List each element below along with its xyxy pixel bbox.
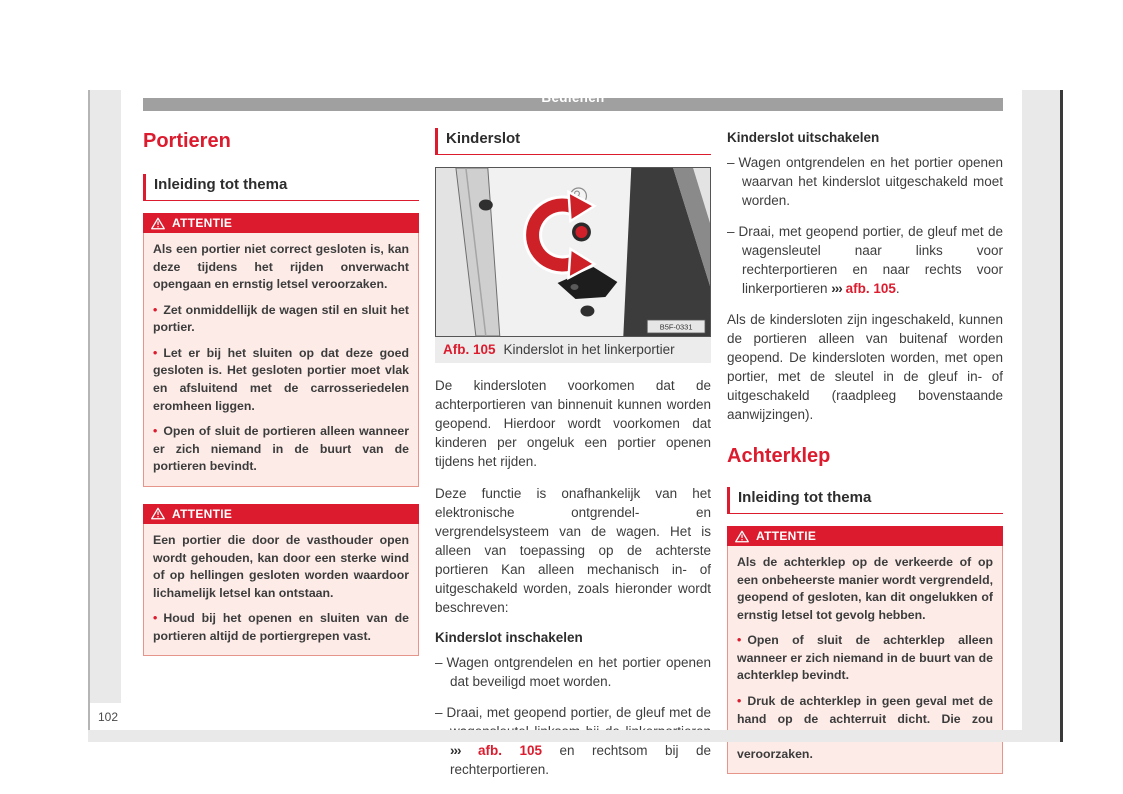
step-text: Draai, met geopend portier, de gleuf met de wagensleutel naar links voor rechterportieren en naar rechts voor linkerportieren	[738, 224, 1003, 296]
subheading-inschakelen: Kinderslot inschakelen	[435, 630, 583, 645]
dash-marker: –	[435, 705, 443, 720]
figure-code: B5F-0331	[659, 322, 693, 332]
page-right-margin	[1022, 90, 1060, 730]
column-kinderslot	[435, 128, 711, 791]
chapter-header-bar	[143, 90, 1003, 111]
column-portieren	[143, 128, 419, 791]
warning-text: Als de achterklep op de verkeerde of op een onbeheerste manier wordt vergrendeld, geopend of gesloten, kan dit ongelukken of ernstig letsel tot gevolg hebben.	[737, 555, 993, 622]
page-title: Portieren	[143, 130, 231, 152]
attention-box-1	[143, 213, 419, 487]
attention-label: ATTENTIE	[172, 506, 233, 521]
step-item	[727, 222, 1003, 298]
bullet-icon: •	[153, 424, 158, 439]
figure-caption-text: Kinderslot in het linkerportier	[503, 342, 675, 357]
door-edge-drawing	[436, 168, 710, 336]
dash-marker: –	[727, 224, 735, 239]
step-text: Wagen ontgrendelen en het portier openen dat beveiligd moet worden.	[446, 655, 711, 689]
attention-box-2	[143, 504, 419, 656]
figure-reference-link[interactable]: afb. 105	[845, 281, 896, 296]
warning-bullet	[153, 345, 409, 415]
paragraph: Deze functie is onafhankelijk van het elektronische ontgrendel- en vergrendelsysteem van de wagen. Het is alleen van toepassing op de achterste portieren Kan alleen mechanisch in- of uitgeschakeld worden, zoals hieronder wordt beschreven:	[435, 486, 711, 615]
bullet-icon: •	[737, 694, 742, 709]
attention-label: ATTENTIE	[756, 529, 817, 543]
paragraph: Als de kindersloten zijn ingeschakeld, kunnen de portieren alleen van buitenaf worden geopend. De kindersloten worden, met open portier, met de sleutel in de gleuf in- of uitgeschakeld (raadpleeg bovenstaande aanwijzingen).	[727, 312, 1003, 422]
warning-bullet	[153, 302, 409, 337]
section-heading-kinderslot: Kinderslot	[435, 128, 711, 155]
chapter-title: Bedienen	[541, 90, 605, 105]
figure-caption	[435, 337, 711, 363]
warning-bullet	[153, 423, 409, 476]
attention-header	[143, 213, 419, 233]
dash-marker: –	[727, 155, 735, 170]
step-text: en rechtsom bij de rechterportieren.	[450, 743, 711, 777]
bullet-icon: •	[153, 302, 158, 317]
warning-bullet-text: Open of sluit de achterklep alleen wanneer er zich niemand in de buurt van de achterklep bevindt.	[737, 633, 993, 683]
page-title-achterklep: Achterklep	[727, 445, 831, 467]
page-left-margin	[88, 90, 121, 730]
three-column-layout	[143, 128, 1003, 791]
warning-bullet-text: Houd bij het openen en sluiten van de portieren altijd de portiergrepen vast.	[153, 611, 409, 643]
bullet-icon: •	[737, 633, 742, 648]
warning-triangle-icon	[151, 217, 165, 230]
section-heading-inleiding-2: Inleiding tot thema	[727, 487, 1003, 514]
warning-triangle-icon	[735, 530, 749, 543]
warning-bullet-text: Zet onmiddellijk de wagen stil en sluit het portier.	[153, 302, 409, 335]
page-content	[121, 90, 1022, 777]
attention-body	[144, 233, 418, 486]
attention-header	[727, 526, 1003, 546]
warning-bullet	[153, 610, 409, 645]
dash-marker: –	[435, 655, 443, 670]
page-edge-shadow	[1060, 90, 1063, 742]
paragraph: De kindersloten voorkomen dat de achterportieren van binnenuit kunnen worden geopend. Hierdoor wordt voorkomen dat kinderen per ongeluk een portier openen tijdens het rijden.	[435, 378, 711, 469]
warning-bullet	[737, 693, 993, 763]
warning-bullet-text: Let er bij het sluiten op dat deze goed gesloten is. Het gesloten portier moet vlak en afsluitend met de carrosseriedelen eromheen liggen.	[153, 345, 409, 413]
page-bottom-margin	[88, 730, 1060, 742]
cross-ref-arrows-icon: ›››	[450, 743, 461, 758]
warning-bullet-text: Open of sluit de portieren alleen wanneer er zich niemand in de buurt van de portieren bevindt.	[153, 424, 409, 474]
subheading-uitschakelen: Kinderslot uitschakelen	[727, 130, 880, 145]
attention-body	[144, 524, 418, 655]
cross-ref-arrows-icon: ›››	[831, 281, 842, 296]
figure-afb-105	[435, 167, 711, 363]
warning-text: Als een portier niet correct gesloten is, kan deze tijdens het rijden onverwacht opengaan en ernstig letsel veroorzaken.	[153, 242, 409, 292]
page-number: 102	[90, 703, 121, 730]
step-item	[435, 653, 711, 691]
step-text: Wagen ontgrendelen en het portier openen waarvan het kinderslot uitgeschakeld moet worden.	[738, 155, 1003, 208]
column-uitschakelen-achterklep	[727, 128, 1003, 791]
bullet-icon: •	[153, 345, 158, 360]
left-margin-fill	[90, 90, 121, 703]
manual-page	[88, 90, 1063, 777]
step-text: Draai, met geopend portier, de gleuf met de	[446, 705, 711, 720]
warning-bullet-text: Druk de achterklep in geen geval met de hand op de achterruit dicht. Die zou veroorzaken.	[737, 694, 993, 761]
warning-text: Een portier die door de vasthouder open wordt gehouden, kan door een sterke wind of op hellingen gesloten worden waardoor lichamelijk letsel kan ontstaan.	[153, 532, 409, 600]
attention-header	[143, 504, 419, 524]
attention-label: ATTENTIE	[172, 216, 233, 230]
step-item	[727, 153, 1003, 210]
step-text: .	[895, 281, 900, 296]
figure-caption-label: Afb. 105	[443, 342, 496, 357]
warning-bullet	[737, 632, 993, 685]
bullet-icon: •	[153, 611, 158, 626]
child-lock-illustration	[435, 167, 711, 337]
figure-reference-link[interactable]: afb. 105	[477, 743, 542, 758]
warning-triangle-icon	[151, 507, 165, 520]
section-heading-inleiding: Inleiding tot thema	[143, 174, 419, 201]
